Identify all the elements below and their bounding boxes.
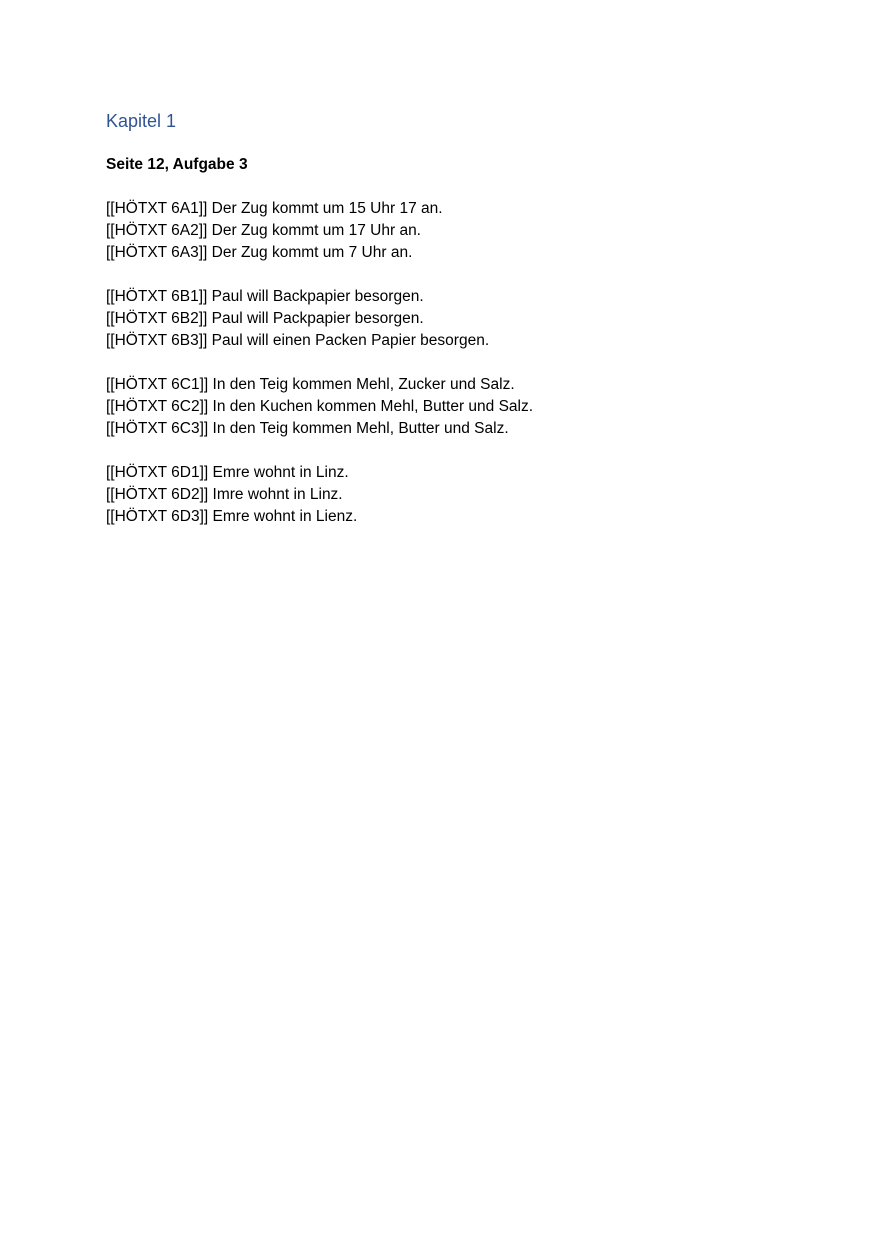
audio-line bbox=[106, 286, 806, 308]
audio-line bbox=[106, 462, 806, 484]
audio-line bbox=[106, 418, 806, 440]
audio-line bbox=[106, 220, 806, 242]
audio-line bbox=[106, 484, 806, 506]
audio-group-c bbox=[106, 374, 806, 440]
audio-code: [[HÖTXT 6B1]] bbox=[106, 288, 208, 305]
audio-line bbox=[106, 374, 806, 396]
audio-text: Paul will Backpapier besorgen. bbox=[211, 288, 424, 305]
audio-code: [[HÖTXT 6D2]] bbox=[106, 486, 209, 503]
audio-line bbox=[106, 242, 806, 264]
audio-code: [[HÖTXT 6B3]] bbox=[106, 332, 208, 349]
audio-line bbox=[106, 396, 806, 418]
section-title: Seite 12, Aufgabe 3 bbox=[106, 156, 248, 173]
audio-group-a bbox=[106, 198, 806, 264]
audio-text: Der Zug kommt um 7 Uhr an. bbox=[211, 244, 413, 261]
audio-text: Emre wohnt in Linz. bbox=[212, 464, 349, 481]
audio-text: In den Teig kommen Mehl, Zucker und Salz. bbox=[212, 376, 515, 393]
audio-text: Paul will einen Packen Papier besorgen. bbox=[211, 332, 490, 349]
audio-code: [[HÖTXT 6C2]] bbox=[106, 398, 209, 415]
audio-line bbox=[106, 198, 806, 220]
audio-code: [[HÖTXT 6A2]] bbox=[106, 222, 208, 239]
document-page bbox=[106, 108, 806, 550]
chapter-title: Kapitel 1 bbox=[106, 111, 177, 131]
audio-text: In den Kuchen kommen Mehl, Butter und Salz. bbox=[212, 398, 534, 415]
audio-line bbox=[106, 308, 806, 330]
audio-code: [[HÖTXT 6A3]] bbox=[106, 244, 208, 261]
audio-code: [[HÖTXT 6C1]] bbox=[106, 376, 209, 393]
audio-text: Der Zug kommt um 15 Uhr 17 an. bbox=[211, 200, 443, 217]
audio-text: In den Teig kommen Mehl, Butter und Salz. bbox=[212, 420, 509, 437]
audio-line bbox=[106, 330, 806, 352]
audio-text: Emre wohnt in Lienz. bbox=[212, 508, 358, 525]
audio-group-b bbox=[106, 286, 806, 352]
audio-code: [[HÖTXT 6C3]] bbox=[106, 420, 209, 437]
audio-text: Imre wohnt in Linz. bbox=[212, 486, 343, 503]
audio-text: Der Zug kommt um 17 Uhr an. bbox=[211, 222, 421, 239]
audio-line bbox=[106, 506, 806, 528]
audio-group-d bbox=[106, 462, 806, 528]
audio-code: [[HÖTXT 6A1]] bbox=[106, 200, 208, 217]
audio-code: [[HÖTXT 6B2]] bbox=[106, 310, 208, 327]
audio-code: [[HÖTXT 6D1]] bbox=[106, 464, 209, 481]
audio-code: [[HÖTXT 6D3]] bbox=[106, 508, 209, 525]
audio-text: Paul will Packpapier besorgen. bbox=[211, 310, 424, 327]
